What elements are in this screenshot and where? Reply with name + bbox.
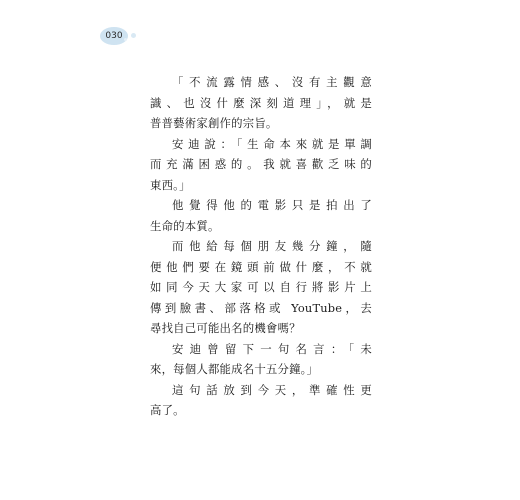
text-line: 安迪曾留下一句名言：「未 — [172, 341, 372, 356]
text-line: 「不流露情感、沒有主觀意 — [172, 75, 372, 89]
text-line: 而充滿困惑的。我就喜歡乏味的 — [150, 157, 372, 171]
decorative-dot — [131, 33, 136, 38]
body-text — [150, 72, 372, 421]
text-line: 高了。 — [150, 403, 185, 417]
text-line: 生命的本質。 — [150, 218, 220, 233]
text-line: 便他們要在鏡頭前做什麼，不就 — [150, 259, 372, 274]
text-line: 他覺得他的電影只是拍出了 — [172, 198, 372, 212]
text-line: 而他給每個朋友幾分鐘，隨 — [172, 239, 372, 253]
text-line: 如同今天大家可以自行將影片上 — [150, 280, 372, 294]
text-line: 尋找自己可能出名的機會嗎？ — [150, 321, 301, 335]
text-line: 東西。」 — [150, 177, 191, 192]
text-line: 安迪說：「生命本來就是單調 — [172, 136, 372, 151]
text-line: 這句話放到今天，準確性更 — [172, 382, 372, 397]
text-line: 普普藝術家創作的宗旨。 — [150, 116, 278, 130]
text-line: 來，每個人都能成名十五分鐘。」 — [150, 362, 319, 376]
text-line: 識、也沒什麼深刻道理」，就是 — [150, 95, 372, 110]
decorative-dot — [124, 38, 127, 41]
page-number-badge: 030 — [100, 27, 128, 45]
text-line: 傳到臉書、部落格或 YouTube，去 — [150, 300, 372, 315]
